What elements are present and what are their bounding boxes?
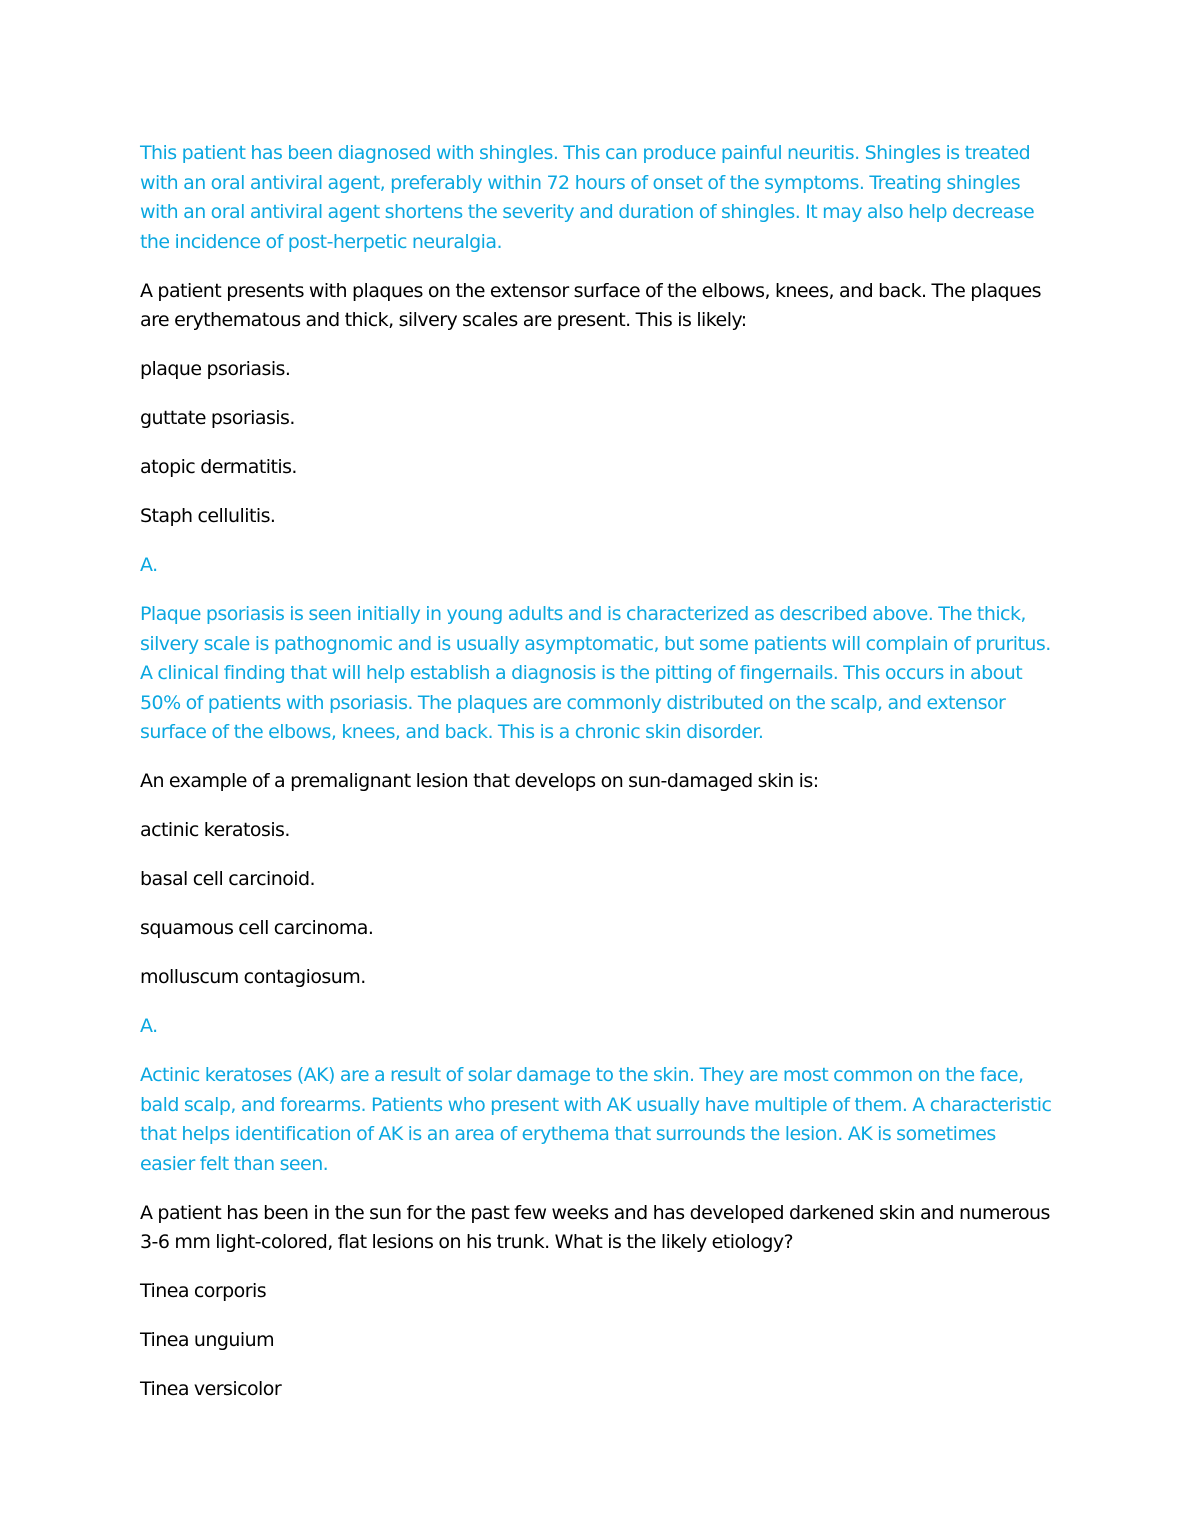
option-atopic-dermatitis: atopic dermatitis.	[140, 456, 297, 478]
option-tinea-corporis: Tinea corporis	[140, 1280, 267, 1302]
option-staph-cellulitis: Staph cellulitis.	[140, 505, 276, 527]
question-premalignant-lesion: An example of a premalignant lesion that develops on sun-damaged skin is:	[140, 770, 819, 792]
document-page	[140, 139, 1052, 1424]
explanation-psoriasis: Plaque psoriasis is seen initially in young adults and is characterized as described above. The thick, silvery scale is pathognomic and is usually asymptomatic, but some patients will complain of pruritus. A clinical finding that will help establish a diagnosis is the pitting of fingernails. This occurs in about 50% of patients with psoriasis. The plaques are commonly distributed on the scalp, and extensor surface of the elbows, knees, and back. This is a chronic skin disorder.	[140, 603, 1051, 743]
question-sun-lesions: A patient has been in the sun for the past few weeks and has developed darkened skin and numerous 3-6 mm light-colored, flat lesions on his trunk. What is the likely etiology?	[140, 1201, 1050, 1253]
answer-premalignant-lesion: A.	[140, 1015, 158, 1037]
option-basal-cell-carcinoid: basal cell carcinoid.	[140, 868, 316, 890]
explanation-shingles: This patient has been diagnosed with shingles. This can produce painful neuritis. Shingles is treated with an oral antiviral agent, preferably within 72 hours of onset of the symptoms. Treating shingles with an oral antiviral agent shortens the severity and duration of shingles. It may also help decrease the incidence of post-herpetic neuralgia.	[140, 142, 1035, 253]
option-tinea-unguium: Tinea unguium	[140, 1329, 275, 1351]
answer-psoriasis: A.	[140, 554, 158, 576]
option-squamous-cell-carcinoma: squamous cell carcinoma.	[140, 917, 374, 939]
option-plaque-psoriasis: plaque psoriasis.	[140, 358, 291, 380]
option-guttate-psoriasis: guttate psoriasis.	[140, 407, 295, 429]
option-tinea-versicolor: Tinea versicolor	[140, 1378, 282, 1400]
option-actinic-keratosis: actinic keratosis.	[140, 819, 290, 841]
explanation-actinic-keratoses: Actinic keratoses (AK) are a result of solar damage to the skin. They are most common on the face, bald scalp, and forearms. Patients who present with AK usually have multiple of them. A characteristic that helps identification of AK is an area of erythema that surrounds the lesion. AK is sometimes easier felt than seen.	[140, 1064, 1052, 1175]
question-psoriasis: A patient presents with plaques on the extensor surface of the elbows, knees, and back. The plaques are erythematous and thick, silvery scales are present. This is likely:	[140, 279, 1042, 331]
option-molluscum-contagiosum: molluscum contagiosum.	[140, 966, 366, 988]
